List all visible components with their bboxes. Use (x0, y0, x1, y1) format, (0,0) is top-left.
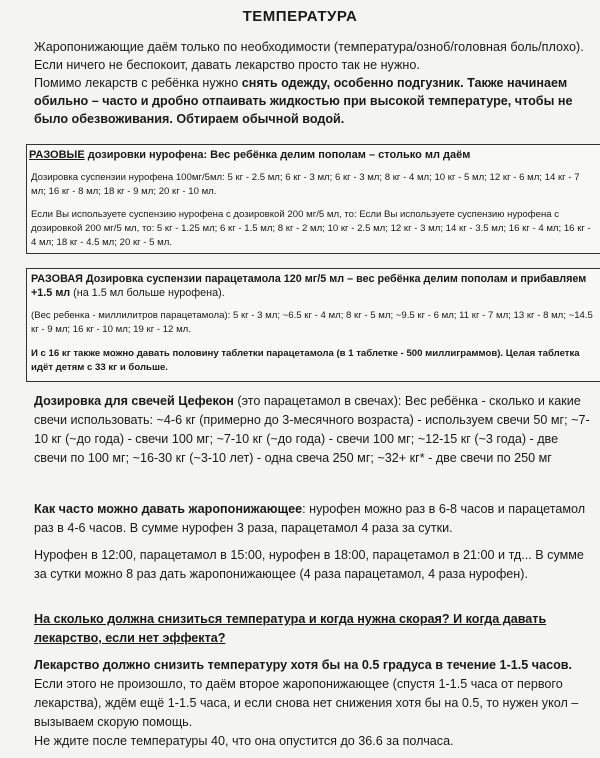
intro-text: Жаропонижающие даём только по необходимости (температура/озноб/головная боль/плохо). Если ничего не беспокоит, давать лекарство просто так не нужно. (34, 40, 584, 72)
paracetamol-dosage-list: (Вес ребенка - миллилитров парацетамола): 5 кг - 3 мл; ~6.5 кг - 4 мл; 8 кг - 5 мл; ~9.5 кг - 6 мл; 11 кг - 7 мл; 13 кг - 8 мл; ~14.5 кг - 9 мл; 16 кг - 10 мл; 19 кг - 12 мл. (31, 310, 593, 335)
answer-last: Не ждите после температуры 40, что она опустится до 36.6 за полчаса. (34, 734, 454, 748)
temperature-question: На сколько должна снизиться температура и когда нужна скорая? И когда давать лекарство, если нет эффекта? (34, 612, 547, 645)
cefekon-text: (это парацетамол в свечах): Вес ребёнка - сколько и какие свечи использовать: ~4-6 кг (примерно до 3-месячного возраста) - используем свечи 50 мг; ~7-10 кг (~до года) - свечи 100 мг; ~7-10 кг (~до года) - свечи 100 мг; ~12-15 кг (~3 года) - две свечи по 100 мг; ~16-30 кг (~3-10 лет) - одна свеча 250 мг; ~32+ кг* - две свечи по 250 мг (34, 394, 590, 465)
paracetamol-heading-bold: РАЗОВАЯ Дозировка суспензии парацетамола 120 мг/5 мл – вес ребёнка делим пополам и прибавляем +1.5 мл (31, 273, 587, 299)
intro-undress-text (34, 74, 589, 128)
frequency-example: Нурофен в 12:00, парацетамол в 15:00, нурофен в 18:00, парацетамол в 21:00 и тд... В сумме за сутки можно 8 раз дать жаропонижающее (4 раза парацетамол, 4 раза нурофен). (34, 548, 584, 581)
nurofen-heading-text: дозировки нурофена: Вес ребёнка делим пополам – столько мл даём (84, 149, 471, 161)
answer-bold: Лекарство должно снизить температуру хотя бы на 0.5 градуса в течение 1-1.5 часов. (34, 658, 573, 672)
frequency-lead: Как часто можно давать жаропонижающее (34, 502, 303, 516)
nurofen-box-heading (27, 145, 600, 162)
cefekon-lead: Дозировка для свечей Цефекон (34, 394, 234, 408)
cefekon-section (34, 392, 590, 468)
paracetamol-tablet-note: И с 16 кг также можно давать половину таблетки парацетамола (в 1 таблетке - 500 миллиграммов). Целая таблетка идёт детям с 33 кг и больше. (31, 348, 580, 373)
paracetamol-heading-tail: (на 1.5 мл больше нурофена). (70, 287, 225, 299)
nurofen-100-dosage: Дозировка суспензии нурофена 100мг/5мл: 5 кг - 2.5 мл; 6 кг - 3 мл; 6 кг - 3 мл; 8 кг - 4 мл; 10 кг - 5 мл; 12 кг - 6 мл; 14 кг - 7 мл; 16 кг - 8 мл; 18 кг - 9 мл; 20 кг - 10 мл. (31, 172, 580, 197)
frequency-text: : нурофен можно раз в 6-8 часов и парацетамол раз в 4-6 часов. В сумме нурофен 3 раза, парацетамол 4 раза за сутки. (34, 502, 586, 535)
frequency-section (34, 500, 590, 538)
intro-paragraph (34, 38, 589, 128)
paracetamol-box-heading (27, 269, 600, 300)
page-title: ТЕМПЕРАТУРА (242, 8, 358, 25)
intro-undress-bold: снять одежду, особенно подгузник. Также начинаем обильно – часто и дробно отпаивать жидкостью при высокой температуре, чтобы не было обезвоживания. Обтираем обычной водой. (34, 76, 573, 126)
nurofen-dosage-box (26, 144, 600, 254)
paracetamol-dosage-box (26, 268, 600, 382)
nurofen-heading-underlined: РАЗОВЫЕ (29, 149, 85, 161)
answer-section (34, 656, 590, 751)
nurofen-200-dosage: Если Вы используете суспензию нурофена с дозировкой 200 мг/5 мл, то: Если Вы используете суспензию нурофена с дозировкой 200 мг/5 мл, то: 5 кг - 1.25 мл; 6 кг - 1.5 мл; 8 кг - 2 мл; 10 кг - 2.5 мл; 12 кг - 3 мл; 14 кг - 3.5 мл; 16 кг - 4 мл; 16 кг - 4 мл; 18 кг - 4.5 мл; 20 кг - 5 мл. (31, 209, 591, 248)
intro-undress-lead: Помимо лекарств с ребёнка нужно (34, 76, 242, 90)
answer-text: Если этого не произошло, то даём второе жаропонижающее (спустя 1-1.5 часа от первого лекарства), ждём ещё 1-1.5 часа, и если снова нет снижения хотя бы на 0.5, то нужен укол – вызываем скорую помощь. (34, 677, 579, 729)
